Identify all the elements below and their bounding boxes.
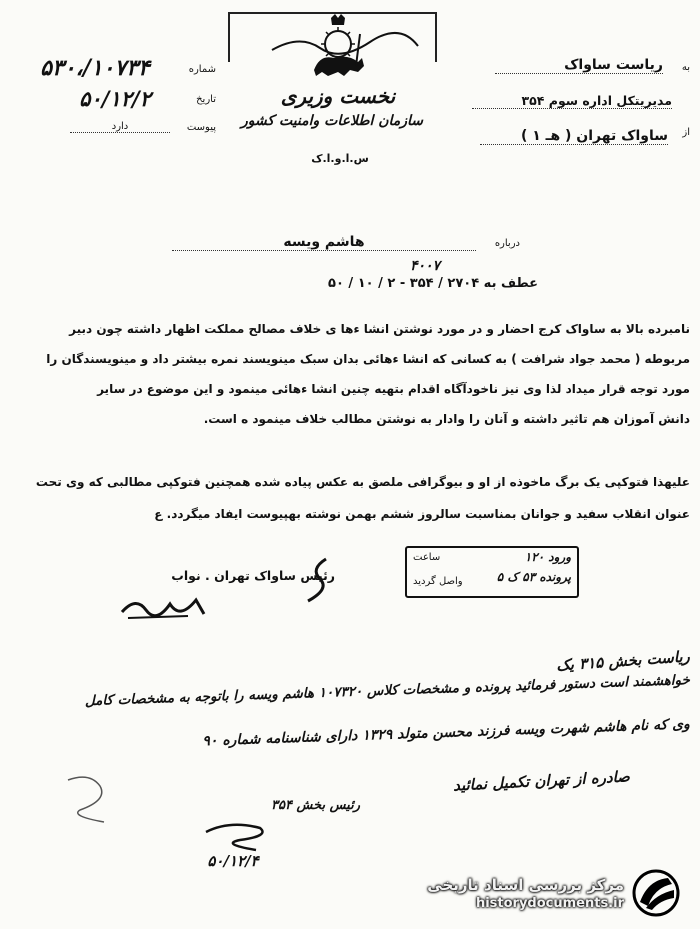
received-stamp-line: ورود ۱۲۰ xyxy=(524,550,571,564)
handnote-line-4: صادره از تهران تکمیل نمائید xyxy=(452,767,631,795)
handnote-date: ۵۰/۱۲/۴ xyxy=(207,852,259,870)
reference-line: عطف به ۲۷۰۴ / ۳۵۴ - ۲ / ۱۰ / ۵۰ xyxy=(328,276,538,291)
ministry-title: نخست وزیری xyxy=(280,84,396,108)
date-label: تاریخ xyxy=(196,94,216,105)
body-line: دانش آموزان هم تاثیر داشته و آنان را وادار به نوشتن مطالب خلاف مینمود ه است. xyxy=(203,412,690,426)
body-paragraph-2 xyxy=(14,466,690,530)
body-line: نامبرده بالا به ساواک کرج احضار و در مورد نوشتن انشا ءها ی خلاف مصالح مملکت اظهار داشته چون دبیر xyxy=(69,322,690,336)
body-paragraph-1 xyxy=(14,314,690,434)
signatory-title: رئیس ساواک تهران . نواب xyxy=(171,568,335,583)
org-code: س.ا.و.ا.ک xyxy=(311,152,369,165)
watermark-title: مرکز بررسی اسناد تاریخی xyxy=(427,876,624,894)
body-line: مربوطه ( محمد جواد شرافت ) به کسانی که انشا ءهائی بدان سبک مینویسند نمره بیشتر داد و مینویسندگان را xyxy=(46,352,690,366)
subject-value: هاشم ویسه xyxy=(172,234,476,251)
number-label: شماره xyxy=(188,64,216,75)
body-line: مورد توجه قرار میداد لذا وی نیز ناخودآگاه اقدام بتهیه چنین انشا ءهائی مینمود و این موضوع در سایر xyxy=(97,382,690,396)
received-stamp-line: پرونده ۵۳ ک ۵ xyxy=(496,570,571,584)
reference-handwritten-number: ۴۰۰۷ xyxy=(409,258,441,274)
received-stamp-line: ساعت xyxy=(413,552,441,563)
handnote-line-5: رئیس بخش ۳۵۴ xyxy=(271,798,360,813)
org-title: سازمان اطلاعات وامنیت کشور xyxy=(240,113,424,129)
from-value: ساواک تهران ( هـ ۱ ) xyxy=(480,128,668,145)
attachment-label: پیوست xyxy=(186,122,216,133)
header-scribble xyxy=(270,30,420,62)
to-value: ریاست ساواک xyxy=(495,57,663,74)
received-stamp-line: واصل گردید xyxy=(413,576,463,587)
handnote-line-3: وی که نام هاشم شهرت ویسه فرزند محسن متولد ۱۳۲۹ دارای شناسنامه شماره ۹۰ xyxy=(202,716,691,750)
signature-scribble xyxy=(118,590,208,628)
watermark-logo-icon xyxy=(628,868,684,922)
subject-label: درباره xyxy=(494,238,520,249)
number-value: ۵۳۰،/۱۰۷۳۴ xyxy=(40,55,150,81)
from-label: از xyxy=(682,127,690,138)
body-line: علیهذا فتوکپی یک برگ ماخوذه از او و بیوگرافی ملصق به عکس پیاده شده همچنین فتوکپی مطالبی که وی تحت xyxy=(35,475,690,489)
initials-scribble xyxy=(300,555,336,609)
to-label: به xyxy=(681,62,690,73)
handnote-scribble-left xyxy=(60,770,120,834)
dept-value: مدیریتکل اداره سوم ۳۵۴ xyxy=(472,93,672,109)
received-stamp xyxy=(405,546,579,598)
handnote-line-1: ریاست بخش ۳۱۵ یک xyxy=(555,647,691,675)
handnote-line-2: خواهشمند است دستور فرمائید پرونده و مشخصات کلاس ۱۰۷۳۲۰ هاشم ویسه را باتوجه به مشخصات کامل xyxy=(84,672,691,710)
body-line: عنوان انقلاب سفید و جوانان بمناسبت سالروز ششم بهمن نوشته بهپیوست ایفاد میگردد. ع xyxy=(154,507,690,521)
date-value: ۵۰/۱۲/۲ xyxy=(79,86,151,111)
attachment-value: دارد xyxy=(70,121,170,133)
watermark-url: historydocuments.ir xyxy=(475,896,624,911)
